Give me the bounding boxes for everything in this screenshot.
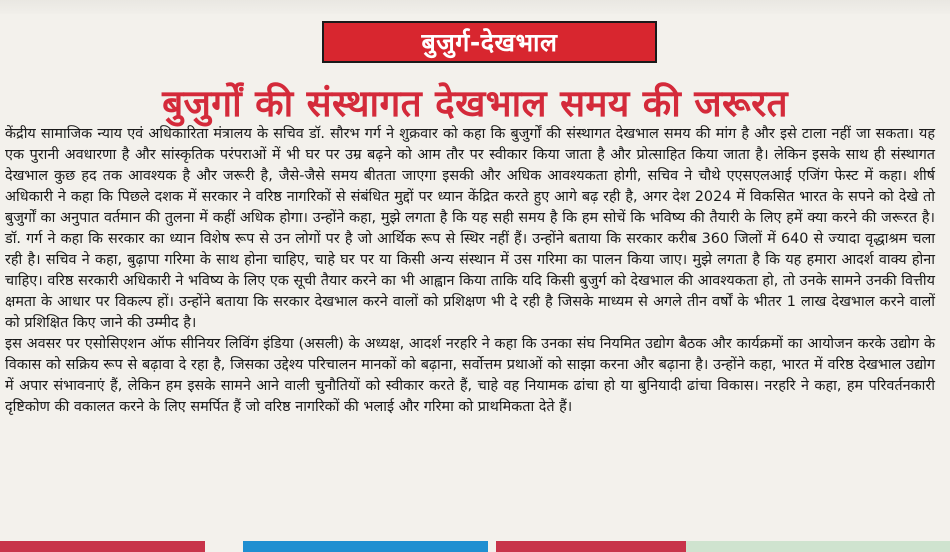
strip-segment (205, 541, 243, 552)
section-tag-label: बुजुर्ग-देखभाल (421, 28, 558, 57)
strip-segment (496, 541, 686, 552)
strip-segment (488, 541, 496, 552)
article-body (5, 124, 935, 418)
strip-segment (243, 541, 488, 552)
article-paragraph-2: इस अवसर पर एसोसिएशन ऑफ सीनियर लिविंग इंडिया (असली) के अध्यक्ष, आदर्श नरहरि ने कहा कि उनका संघ नियमित उद्योग बैठक और कार्यक्रमों का आयोजन करके उद्योग के विकास को सक्रिय रूप से बढ़ावा दे रहा है, जिसका उद्देश्य परिचालन मानकों को बढ़ाना, सर्वोत्तम प्रथाओं को साझा करना और बढ़ाना है। उन्होंने कहा, भारत में वरिष्ठ देखभाल उद्योग में अपार संभावनाएं हैं, लेकिन हम इसके सामने आने वाली चुनौतियों को स्वीकार करते हैं, चाहे वह नियामक ढांचा हो या बुनियादी ढांचा विकास। नरहरि ने कहा, हम परिवर्तनकारी दृष्टिकोण की वकालत करने के लिए समर्पित हैं जो वरिष्ठ नागरिकों की भलाई और गरिमा को प्राथमिकता देते हैं। (5, 336, 935, 415)
cropped-previous-article-strip (0, 0, 950, 14)
cropped-next-section-strip (0, 541, 950, 552)
article-headline: बुजुर्गों की संस्थागत देखभाल समय की जरूरत (162, 82, 788, 125)
strip-segment (0, 541, 205, 552)
article-paragraph-1: केंद्रीय सामाजिक न्याय एवं अधिकारिता मंत्रालय के सचिव डॉ. सौरभ गर्ग ने शुक्रवार को कहा कि बुजुर्गों की संस्थागत देखभाल समय की मांग है और इसे टाला नहीं जा सकता। यह एक पुरानी अवधारणा है और सांस्कृतिक परंपराओं में भी घर पर उम्र बढ़ने को आम तौर पर स्वीकार किया जाता है और प्रोत्साहित किया जाता है। लेकिन इसके साथ ही संस्थागत देखभाल कुछ हद तक आवश्यक है और जरूरी है, जैसे-जैसे समय बीतता जाएगा इसकी और अधिक आवश्यकता होगी, सचिव ने चौथे एएसएलआई एजिंग फेस्ट में कहा। शीर्ष अधिकारी ने कहा कि पिछले दशक में सरकार ने वरिष्ठ नागरिकों से संबंधित मुद्दों पर ध्यान केंद्रित करते हुए आगे बढ़ रही है, अगर देश 2024 में विकसित भारत के सपने को देखे तो बुजुर्गों का अनुपात वर्तमान की तुलना में कहीं अधिक होगा। उन्होंने कहा, मुझे लगता है कि यह सही समय है कि हम सोचें कि भविष्य की तैयारी के लिए हमें क्या करने की जरूरत है। डॉ. गर्ग ने कहा कि सरकार का ध्यान विशेष रूप से उन लोगों पर है जो आर्थिक रूप से स्थिर नहीं हैं। उन्होंने बताया कि सरकार करीब 360 जिलों में 640 से ज्यादा वृद्धाश्रम चला रही है। सचिव ने कहा, बुढ़ापा गरिमा के साथ होना चाहिए, चाहे घर पर या किसी अन्य संस्थान में उस गरिमा का पालन किया जाए। मुझे लगता है कि यह हमारा आदर्श वाक्य होना चाहिए। वरिष्ठ सरकारी अधिकारी ने भविष्य के लिए एक सूची तैयार करने का भी आह्वान किया ताकि यदि किसी बुजुर्ग को देखभाल की आवश्यकता हो, तो उनके सामने उनकी वित्तीय क्षमता के आधार पर विकल्प हों। उन्होंने बताया कि सरकार देखभाल करने वालों को प्रशिक्षण भी दे रही है जिसके माध्यम से अगले तीन वर्षों के भीतर 1 लाख देखभाल करने वालों को प्रशिक्षित किए जाने की उम्मीद है। (5, 126, 935, 331)
section-tag (322, 21, 657, 63)
strip-segment (686, 541, 950, 552)
